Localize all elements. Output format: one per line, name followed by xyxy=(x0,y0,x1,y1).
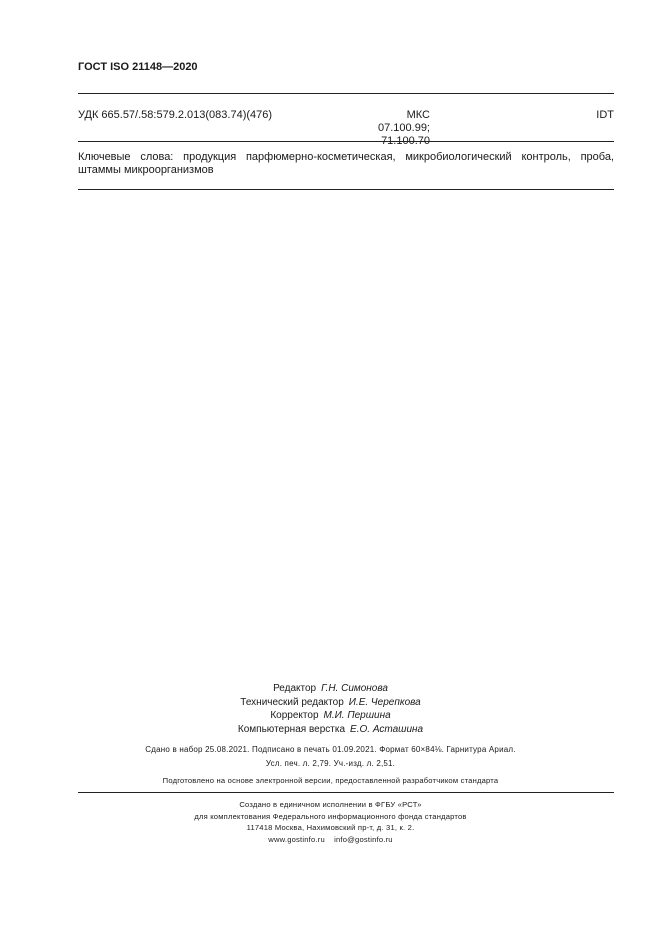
mks-code xyxy=(352,109,430,148)
mks-line-2: 71.100.70 xyxy=(381,135,430,147)
top-divider xyxy=(78,93,614,94)
staff-role: Компьютерная верстка xyxy=(237,723,346,735)
keywords-text: Ключевые слова: продукция парфюмерно-косметическая, микробиологический контроль, проба, штаммы микроорганизмов xyxy=(78,151,614,176)
udc-code: УДК 665.57/.58:579.2.013(083.74)(476) xyxy=(78,109,273,121)
staff-name: М.И. Першина xyxy=(323,710,391,721)
staff-name: Г.Н. Симонова xyxy=(321,683,388,694)
print-info xyxy=(0,743,661,771)
staff-role: Редактор xyxy=(273,683,317,694)
staff-row xyxy=(0,709,661,723)
staff-name: И.Е. Черепкова xyxy=(348,696,421,708)
staff-role: Технический редактор xyxy=(240,696,344,708)
staff-name: Е.О. Асташина xyxy=(350,723,424,735)
staff-row xyxy=(0,682,661,696)
editorial-staff xyxy=(0,682,661,736)
idt-label: IDT xyxy=(596,109,614,121)
bottom-divider xyxy=(78,792,614,793)
staff-row xyxy=(0,723,661,737)
keywords-divider xyxy=(78,189,614,190)
publisher-info xyxy=(0,799,661,845)
print-info-line-1: Сдано в набор 25.08.2021. Подписано в печать 01.09.2021. Формат 60×84⅛. Гарнитура Ариал. xyxy=(145,745,516,754)
standard-code: ГОСТ ISO 21148—2020 xyxy=(78,61,198,73)
publisher-line-3: 117418 Москва, Нахимовский пр-т, д. 31, к. 2. xyxy=(246,823,415,832)
publisher-line-1: Создано в единичном исполнении в ФГБУ «РСТ» xyxy=(239,800,422,809)
prepared-note: Подготовлено на основе электронной версии, предоставленной разработчиком стандарта xyxy=(162,776,499,785)
print-info-line-2: Усл. печ. л. 2,79. Уч.-изд. л. 2,51. xyxy=(265,759,396,768)
publisher-line-2: для комплектования Федерального информационного фонда стандартов xyxy=(194,811,467,821)
staff-role: Корректор xyxy=(270,710,319,721)
middle-divider xyxy=(78,141,614,142)
publisher-line-4: www.gostinfo.ru info@gostinfo.ru xyxy=(268,834,393,844)
staff-row xyxy=(0,696,661,710)
mks-line-1: МКС 07.100.99; xyxy=(378,109,430,134)
